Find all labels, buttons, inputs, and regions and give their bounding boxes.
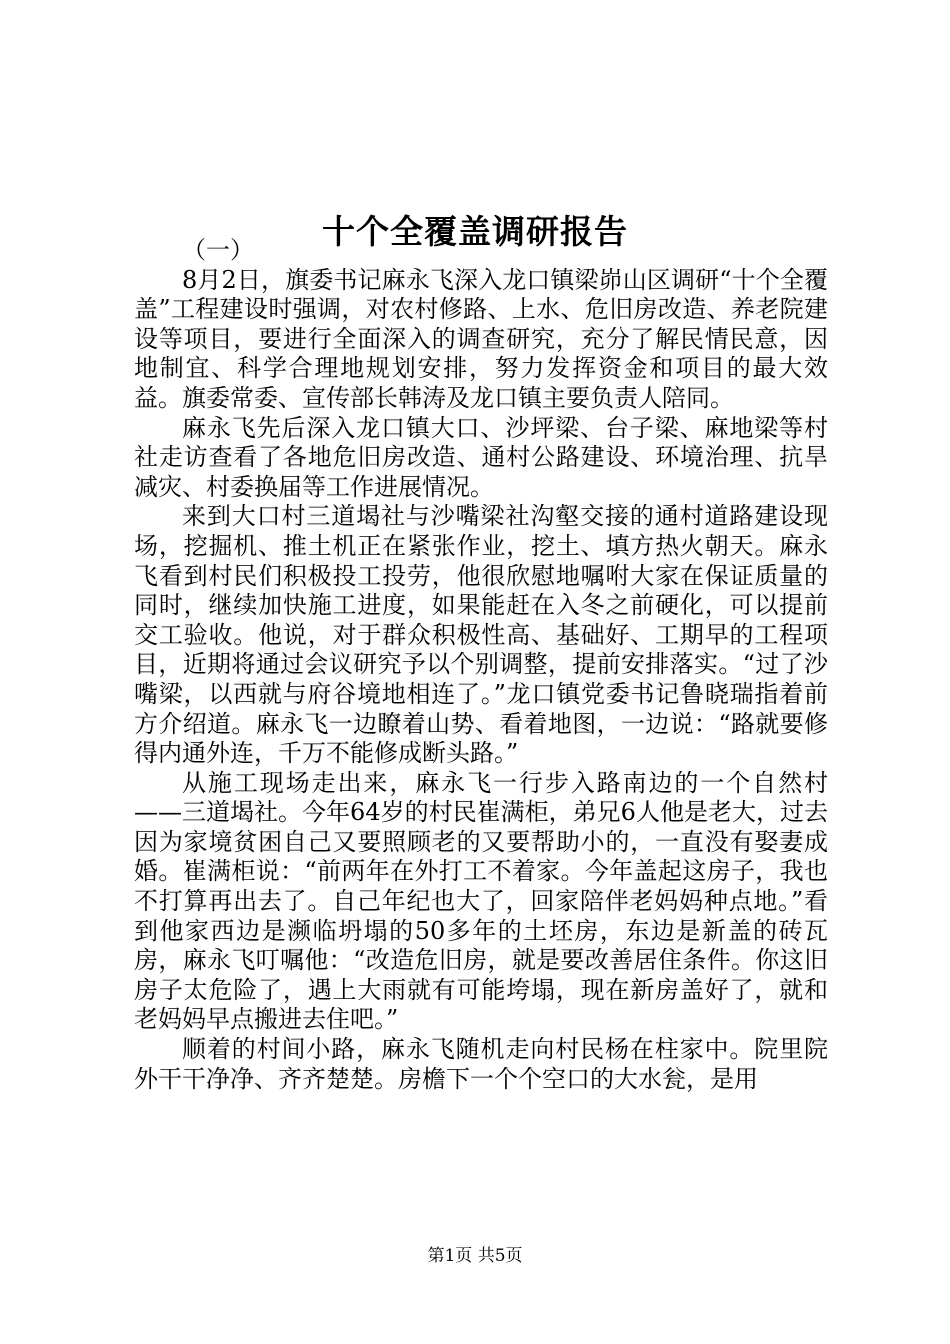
section-label: （一） xyxy=(182,236,254,264)
paragraph-2: 麻永飞先后深入龙口镇大口、沙坪梁、台子梁、麻地梁等村社走访查看了各地危旧房改造、通村公路建设、环境治理、抗旱减灾、村委换届等工作进展情况。 xyxy=(134,413,828,501)
paragraph-3: 来到大口村三道堨社与沙嘴梁社沟壑交接的通村道路建设现场，挖掘机、推土机正在紧张作业，挖土、填方热火朝天。麻永飞看到村民们积极投工投劳，他很欣慰地嘱咐大家在保证质量的同时，继续加快施工进度，如果能赶在入冬之前硬化，可以提前交工验收。他说，对于群众积极性高、基础好、工期早的工程项目，近期将通过会议研究予以个别调整，提前安排落实。“过了沙嘴梁，以西就与府谷境地相连了。”龙口镇党委书记鲁晓瑞指着前方介绍道。麻永飞一边瞭着山势、看着地图，一边说：“路就要修得内通外连，千万不能修成断头路。” xyxy=(134,502,828,768)
document-title: 十个全覆盖调研报告 xyxy=(322,212,628,252)
paragraph-5: 顺着的村间小路，麻永飞随机走向村民杨在柱家中。院里院外干干净净、齐齐楚楚。房檐下一个个空口的大水瓮，是用 xyxy=(134,1035,828,1093)
page-footer: 第1页 共5页 xyxy=(427,1246,523,1266)
document-body xyxy=(134,236,828,1094)
paragraph-1: 8月2日，旗委书记麻永飞深入龙口镇梁峁山区调研“十个全覆盖”工程建设时强调，对农村修路、上水、危旧房改造、养老院建设等项目，要进行全面深入的调查研究，充分了解民情民意，因地制宜、科学合理地规划安排，努力发挥资金和项目的最大效益。旗委常委、宣传部长韩涛及龙口镇主要负责人陪同。 xyxy=(134,265,828,412)
paragraph-4: 从施工现场走出来，麻永飞一行步入路南边的一个自然村——三道堨社。今年64岁的村民崔满柜，弟兄6人他是老大，过去因为家境贫困自己又要照顾老的又要帮助小的，一直没有娶妻成婚。崔满柜说：“前两年在外打工不着家。今年盖起这房子，我也不打算再出去了。自己年纪也大了，回家陪伴老妈妈种点地。”看到他家西边是濒临坍塌的50多年的土坯房，东边是新盖的砖瓦房，麻永飞叮嘱他：“改造危旧房，就是要改善居住条件。你这旧房子太危险了，遇上大雨就有可能垮塌，现在新房盖好了，就和老妈妈早点搬进去住吧。” xyxy=(134,768,828,1034)
